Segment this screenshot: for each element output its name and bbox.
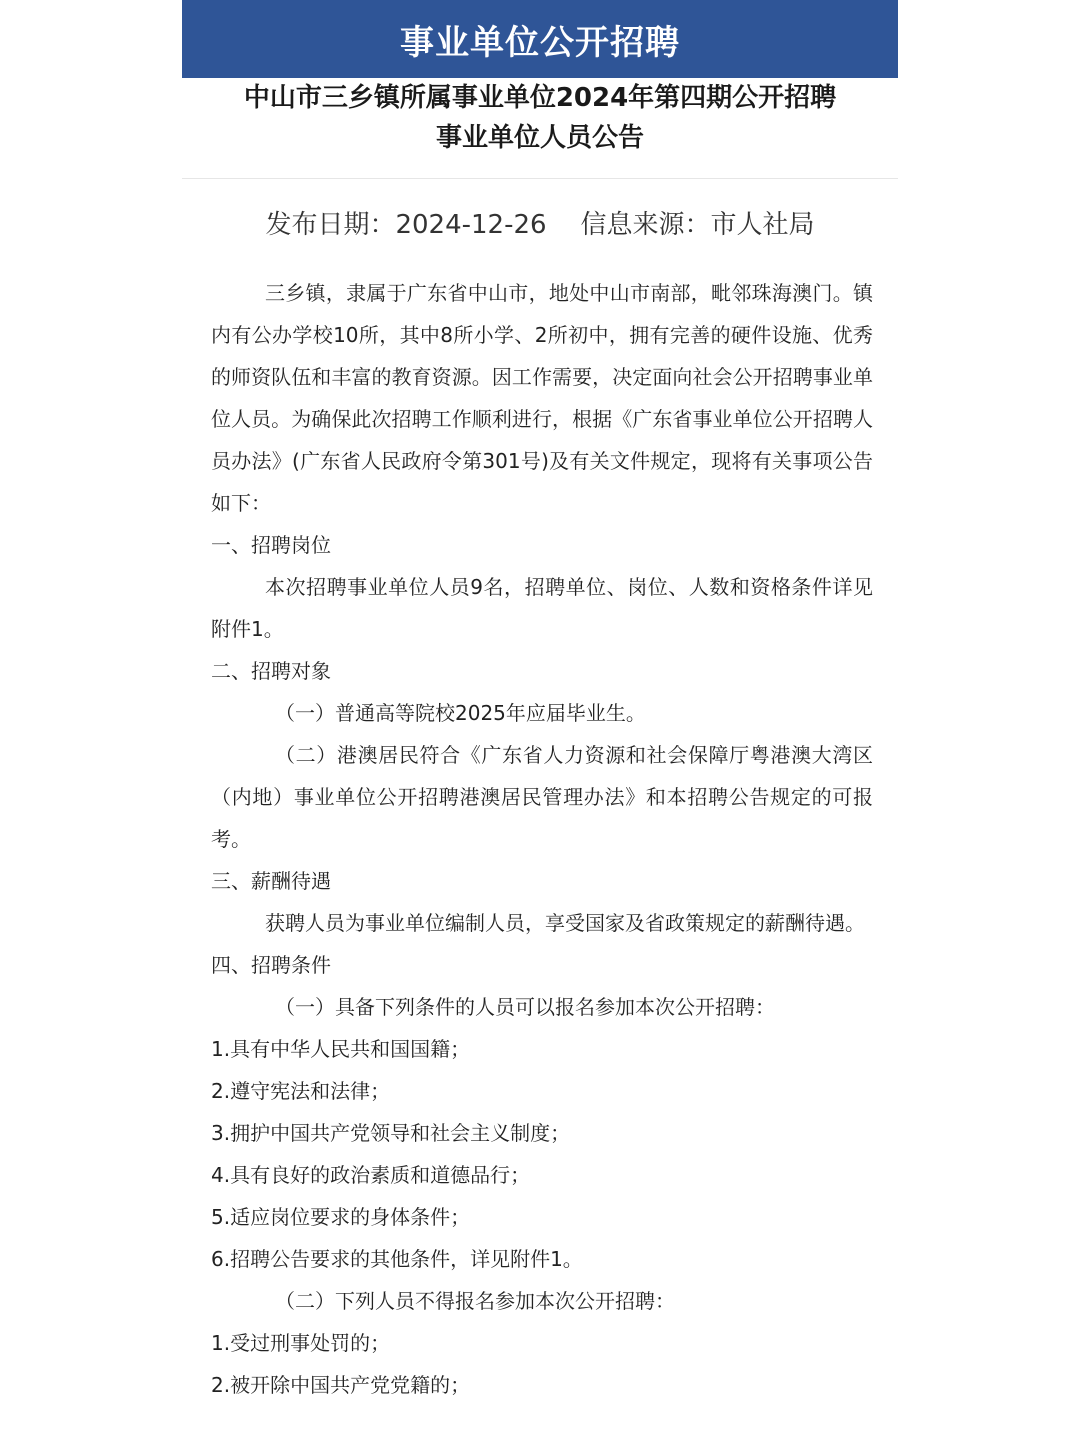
section-3-heading: 三、薪酬待遇 xyxy=(211,869,331,893)
section-2-heading: 二、招聘对象 xyxy=(211,659,331,683)
title-line-2: 事业单位人员公告 xyxy=(435,123,644,153)
section-1-text: 本次招聘事业单位人员9名，招聘单位、岗位、人数和资格条件详见附件1。 xyxy=(211,575,873,641)
announcement-title xyxy=(182,78,898,158)
article-body xyxy=(211,272,873,1406)
publish-meta xyxy=(182,204,898,246)
section-3-text: 获聘人员为事业单位编制人员，享受国家及省政策规定的薪酬待遇。 xyxy=(265,911,865,935)
section-2-item-1: （一）普通高等院校2025年应届毕业生。 xyxy=(275,701,646,725)
condition-item: 5.适应岗位要求的身体条件； xyxy=(211,1205,471,1229)
info-source: 信息来源：市人社局 xyxy=(580,210,815,240)
section-4-heading: 四、招聘条件 xyxy=(211,953,331,977)
condition-item: 6.招聘公告要求的其他条件，详见附件1。 xyxy=(211,1247,583,1271)
condition-item: 3.拥护中国共产党领导和社会主义制度； xyxy=(211,1121,571,1145)
publish-date: 发布日期：2024-12-26 xyxy=(265,210,547,240)
section-2-item-2: （二）港澳居民符合《广东省人力资源和社会保障厅粤港澳大湾区（内地）事业单位公开招聘港澳居民管理办法》和本招聘公告规定的可报考。 xyxy=(211,743,873,851)
header-banner xyxy=(182,0,898,78)
intro-paragraph: 三乡镇，隶属于广东省中山市，地处中山市南部，毗邻珠海澳门。镇内有公办学校10所，其中8所小学、2所初中，拥有完善的硬件设施、优秀的师资队伍和丰富的教育资源。因工作需要，决定面向社会公开招聘事业单位人员。为确保此次招聘工作顺利进行，根据《广东省事业单位公开招聘人员办法》(广东省人民政府令第301号)及有关文件规定，现将有关事项公告如下： xyxy=(211,281,873,515)
title-divider xyxy=(182,178,898,179)
exclusion-item: 2.被开除中国共产党党籍的； xyxy=(211,1373,471,1397)
title-line-1: 中山市三乡镇所属事业单位2024年第四期公开招聘 xyxy=(243,83,837,113)
banner-title: 事业单位公开招聘 xyxy=(400,22,680,63)
condition-item: 2.遵守宪法和法律； xyxy=(211,1079,391,1103)
section-4-sub-1: （一）具备下列条件的人员可以报名参加本次公开招聘： xyxy=(275,995,775,1019)
condition-item: 1.具有中华人民共和国国籍； xyxy=(211,1037,471,1061)
exclusion-item: 1.受过刑事处罚的； xyxy=(211,1331,391,1355)
section-1-heading: 一、招聘岗位 xyxy=(211,533,331,557)
condition-item: 4.具有良好的政治素质和道德品行； xyxy=(211,1163,531,1187)
section-4-sub-2: （二）下列人员不得报名参加本次公开招聘： xyxy=(275,1289,675,1313)
